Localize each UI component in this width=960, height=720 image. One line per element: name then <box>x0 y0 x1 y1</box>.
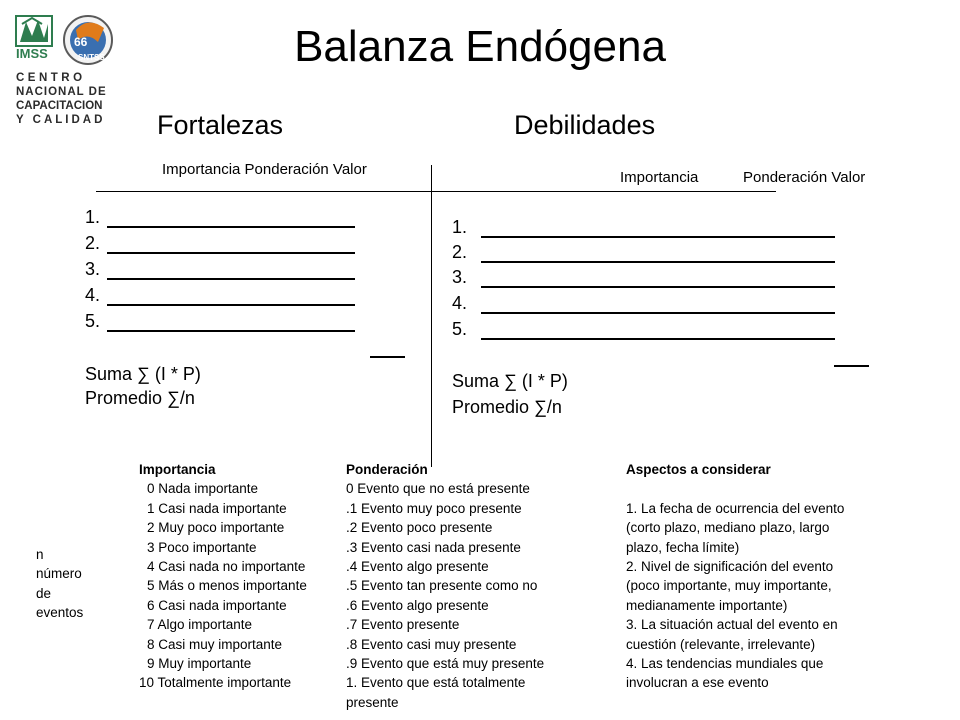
weakness-blank-line <box>481 338 835 340</box>
badge-anniversary: 66 <box>74 35 88 49</box>
importance-row: 2 Muy poco importante <box>147 520 285 536</box>
logo-line-2: NACIONAL DE <box>16 86 107 98</box>
importance-row: 5 Más o menos importante <box>147 578 307 594</box>
n-note <box>36 545 83 623</box>
page-title: Balanza Endógena <box>294 22 666 71</box>
weight-row: 1. Evento que está totalmente <box>346 675 526 691</box>
weakness-item-number: 1. <box>452 217 468 237</box>
importance-row: 0 Nada importante <box>147 481 259 497</box>
strength-item-1 <box>85 207 100 231</box>
weaknesses-col-importance: Importancia <box>620 169 699 186</box>
weakness-item-number: 5. <box>452 319 468 339</box>
weakness-item-number: 4. <box>452 293 468 313</box>
weakness-item-1 <box>452 217 467 241</box>
strength-total-line <box>370 356 405 358</box>
strength-item-number: 1. <box>85 207 101 227</box>
strength-item-3 <box>85 259 100 283</box>
aspects-row: (poco importante, muy importante, <box>626 578 832 594</box>
strengths-heading: Fortalezas <box>157 110 284 140</box>
importance-row: 6 Casi nada importante <box>147 597 287 613</box>
strengths-column-headers: Importancia Ponderación Valor <box>162 161 367 178</box>
n-note-line: n <box>36 547 44 562</box>
weaknesses-col-weight-value: Ponderación Valor <box>743 169 866 186</box>
strength-blank-line <box>107 252 355 254</box>
weight-row: .8 Evento casi muy presente <box>346 636 517 652</box>
weaknesses-heading: Debilidades <box>514 110 656 140</box>
aspects-row: 2. Nivel de significación del evento <box>626 559 834 575</box>
aspects-row: plazo, fecha límite) <box>626 539 740 555</box>
strength-blank-line <box>107 278 355 280</box>
strength-blank-line <box>107 226 355 228</box>
strength-item-2 <box>85 233 100 257</box>
importance-row: 9 Muy importante <box>147 656 252 672</box>
weight-legend-heading: Ponderación <box>346 462 428 477</box>
weakness-item-5 <box>452 319 467 343</box>
weight-row: .6 Evento algo presente <box>346 597 489 613</box>
aspects-heading: Aspectos a considerar <box>626 462 771 477</box>
importance-row: 8 Casi muy importante <box>147 636 283 652</box>
strength-item-number: 5. <box>85 311 101 331</box>
weight-row: 0 Evento que no está presente <box>346 481 530 497</box>
weakness-average-label: Promedio ∑/n <box>452 397 562 417</box>
balance-vertical-line <box>431 165 432 467</box>
strength-item-4 <box>85 285 100 309</box>
importance-row: 1 Casi nada importante <box>147 500 287 516</box>
weight-row: .2 Evento poco presente <box>346 520 493 536</box>
weight-row: .3 Evento casi nada presente <box>346 539 521 555</box>
weakness-item-4 <box>452 293 467 317</box>
weakness-blank-line <box>481 261 835 263</box>
n-note-line: eventos <box>36 605 84 621</box>
weakness-item-number: 2. <box>452 242 468 262</box>
imss-label: IMSS <box>16 46 48 61</box>
aspects-row: (corto plazo, mediano plazo, largo <box>626 520 830 536</box>
weight-row: .7 Evento presente <box>346 617 460 633</box>
strength-item-number: 3. <box>85 259 101 279</box>
logo-line-3: CAPACITACION <box>16 100 103 112</box>
importance-row: 3 Poco importante <box>147 539 257 555</box>
weakness-item-3 <box>452 267 467 291</box>
strength-blank-line <box>107 304 355 306</box>
n-note-line: de <box>36 585 52 601</box>
strength-blank-line <box>107 330 355 332</box>
logo-line-4: Y CALIDAD <box>16 114 106 126</box>
weight-row: .1 Evento muy poco presente <box>346 500 522 516</box>
importance-row: 4 Casi nada no importante <box>147 559 306 575</box>
weight-row: .4 Evento algo presente <box>346 559 489 575</box>
importance-legend <box>139 460 307 693</box>
weakness-total-line <box>834 365 869 367</box>
weight-row: presente <box>346 694 399 710</box>
strength-item-number: 4. <box>85 285 101 305</box>
strength-average-label: Promedio ∑/n <box>85 388 195 408</box>
importance-row: 7 Algo importante <box>147 617 253 633</box>
aspects-row: 4. Las tendencias mundiales que <box>626 656 824 672</box>
aspects-row: 3. La situación actual del evento en <box>626 617 838 633</box>
aspects-row <box>626 479 844 498</box>
aspects-row: medianamente importante) <box>626 597 788 613</box>
strength-item-5 <box>85 311 100 335</box>
aspects-row: 1. La fecha de ocurrencia del evento <box>626 500 845 516</box>
aspects-row: involucran a ese evento <box>626 675 769 691</box>
strength-item-number: 2. <box>85 233 101 253</box>
aspects-list <box>626 460 844 693</box>
importance-row: 10 Totalmente importante <box>139 675 292 691</box>
weakness-blank-line <box>481 236 835 238</box>
weight-row: .5 Evento tan presente como no <box>346 578 538 594</box>
weight-row: .9 Evento que está muy presente <box>346 656 545 672</box>
logo-line-1: CENTRO <box>16 72 86 84</box>
weakness-item-2 <box>452 242 467 266</box>
importance-legend-heading: Importancia <box>139 462 216 477</box>
badge-label: SNTSS <box>78 53 105 62</box>
weakness-blank-line <box>481 312 835 314</box>
aspects-row: cuestión (relevante, irrelevante) <box>626 636 816 652</box>
weakness-item-number: 3. <box>452 267 468 287</box>
weakness-sum-label: Suma ∑ (I * P) <box>452 371 568 391</box>
n-note-line: número <box>36 566 82 582</box>
balance-horizontal-line <box>96 191 776 192</box>
strength-sum-label: Suma ∑ (I * P) <box>85 364 201 384</box>
weakness-blank-line <box>481 286 835 288</box>
weight-legend <box>346 460 544 712</box>
